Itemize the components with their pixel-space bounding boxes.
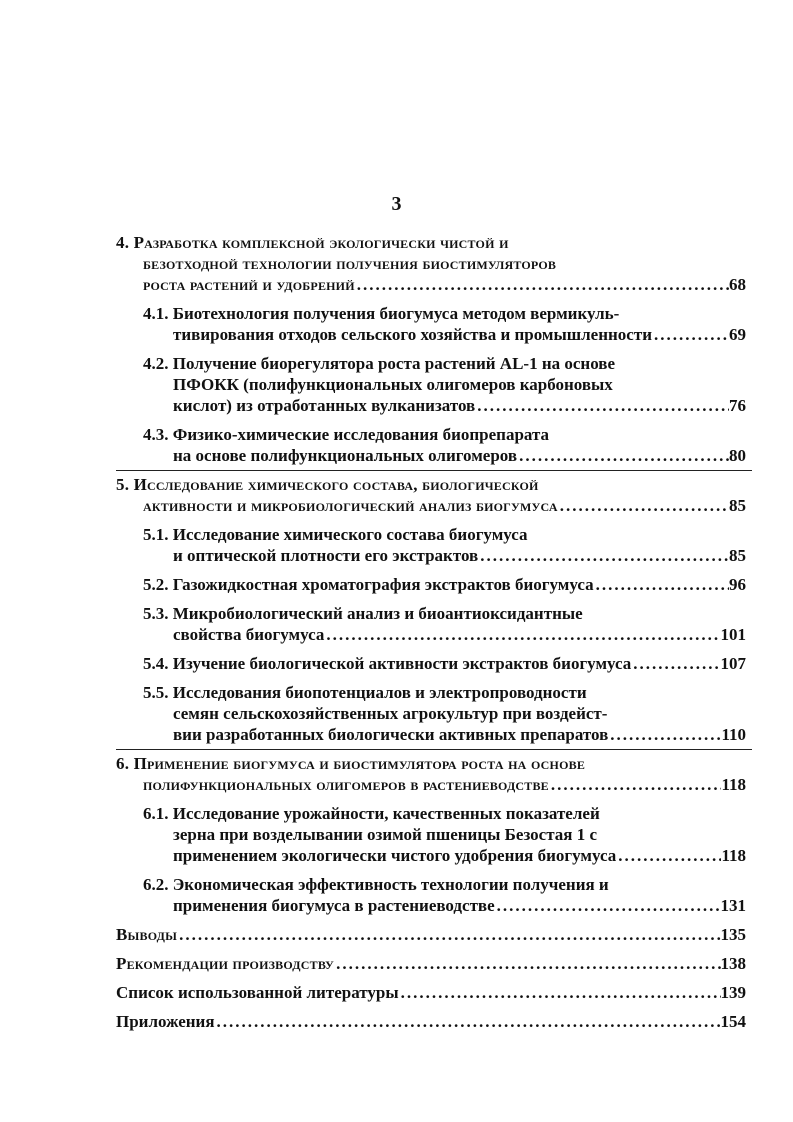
divider (116, 749, 752, 750)
dot-leader (608, 724, 721, 745)
toc-line: 5.4. Изучение биологической активности экстрактов биогумуса (143, 654, 632, 673)
toc-page-number: 85 (729, 546, 746, 565)
toc-line: активности и микробиологический анализ биогумуса (143, 496, 558, 515)
page-number: 3 (391, 193, 402, 215)
toc-line: применения биогумуса в растениеводстве (173, 896, 495, 915)
toc-line: 5.2. Газожидкостная хроматография экстрактов биогумуса (143, 575, 594, 594)
toc-line: вии разработанных биологически активных препаратов (173, 725, 609, 744)
dot-leader (517, 445, 729, 466)
dot-leader (495, 895, 721, 916)
toc-line: тивирования отходов сельского хозяйства и промышленности (173, 325, 652, 344)
dot-leader (594, 574, 729, 595)
toc-line: кислот) из отработанных вулканизатов (173, 396, 476, 415)
toc-line: 6. Применение биогумуса и биостимулятора роста на основе (116, 754, 586, 773)
table-of-contents (116, 232, 746, 1032)
toc-section-5-5[interactable] (116, 682, 746, 745)
toc-page-number: 96 (729, 575, 746, 594)
dot-leader (652, 324, 729, 345)
toc-references[interactable] (116, 982, 746, 1003)
toc-line: 5.1. Исследование химического состава биогумуса (143, 525, 528, 544)
dot-leader (177, 924, 720, 945)
toc-page-number: 118 (721, 775, 746, 794)
toc-line: семян сельскохозяйственных агрокультур при воздейст- (173, 704, 608, 723)
toc-page-number: 135 (720, 925, 746, 944)
toc-page-number: 138 (720, 954, 746, 973)
toc-line: 6.2. Экономическая эффективность технологии получения и (143, 875, 609, 894)
toc-line: 4.1. Биотехнология получения биогумуса методом вермикуль- (143, 304, 620, 323)
toc-line: 4.3. Физико-химические исследования биопрепарата (143, 425, 550, 444)
dot-leader (399, 982, 721, 1003)
toc-section-5-1[interactable] (116, 524, 746, 566)
toc-line: свойства биогумуса (173, 625, 325, 644)
toc-page-number: 68 (729, 275, 746, 294)
toc-page-number: 85 (729, 496, 746, 515)
toc-line: применением экологически чистого удобрения биогумуса (173, 846, 617, 865)
toc-section-5-3[interactable] (116, 603, 746, 645)
dot-leader (334, 953, 720, 974)
toc-section-4-1[interactable] (116, 303, 746, 345)
toc-line: Список использованной литературы (116, 983, 399, 1002)
toc-chapter-6[interactable] (116, 753, 746, 795)
toc-page-number: 101 (720, 625, 746, 644)
divider (116, 470, 752, 471)
toc-line: 5. Исследование химического состава, биологической (116, 475, 539, 494)
dot-leader (478, 545, 729, 566)
dot-leader (475, 395, 729, 416)
toc-page-number: 107 (720, 654, 746, 673)
toc-line: зерна при возделывании озимой пшеницы Безостая 1 с (173, 825, 598, 844)
toc-section-6-2[interactable] (116, 874, 746, 916)
toc-line: роста растений и удобрений (143, 275, 355, 294)
toc-line: Выводы (116, 925, 178, 944)
toc-page-number: 118 (721, 846, 746, 865)
toc-line: ПФОКК (полифункциональных олигомеров карбоновых (173, 375, 613, 394)
toc-line: 6.1. Исследование урожайности, качественных показателей (143, 804, 600, 823)
toc-recommendations[interactable] (116, 953, 746, 974)
toc-page-number: 154 (720, 1012, 746, 1031)
dot-leader (558, 495, 729, 516)
toc-chapter-4[interactable] (116, 232, 746, 295)
dot-leader (549, 774, 722, 795)
toc-chapter-5[interactable] (116, 474, 746, 516)
dot-leader (355, 274, 729, 295)
toc-page-number: 110 (721, 725, 746, 744)
toc-line: Приложения (116, 1012, 215, 1031)
toc-page-number: 131 (720, 896, 746, 915)
toc-conclusions[interactable] (116, 924, 746, 945)
toc-section-5-2[interactable] (116, 574, 746, 595)
toc-line: полифункциональных олигомеров в растениеводстве (143, 775, 549, 794)
toc-line: на основе полифункциональных олигомеров (173, 446, 518, 465)
dot-leader (616, 845, 721, 866)
toc-line: и оптической плотности его экстрактов (173, 546, 479, 565)
toc-section-5-4[interactable] (116, 653, 746, 674)
toc-page-number: 80 (729, 446, 746, 465)
toc-page-number: 139 (720, 983, 746, 1002)
dot-leader (324, 624, 720, 645)
toc-line: 4. Разработка комплексной экологически чистой и (116, 233, 509, 252)
toc-section-6-1[interactable] (116, 803, 746, 866)
toc-line: 5.3. Микробиологический анализ и биоантиоксидантные (143, 604, 583, 623)
toc-line: 4.2. Получение биорегулятора роста растений AL-1 на основе (143, 354, 616, 373)
dot-leader (215, 1011, 721, 1032)
toc-line: 5.5. Исследования биопотенциалов и электропроводности (143, 683, 587, 702)
toc-section-4-2[interactable] (116, 353, 746, 416)
toc-page-number: 69 (729, 325, 746, 344)
dot-leader (631, 653, 720, 674)
toc-line: Рекомендации производству (116, 954, 335, 973)
toc-appendices[interactable] (116, 1011, 746, 1032)
toc-line: безотходной технологии получения биостимуляторов (143, 254, 557, 273)
toc-section-4-3[interactable] (116, 424, 746, 466)
toc-page-number: 76 (729, 396, 746, 415)
